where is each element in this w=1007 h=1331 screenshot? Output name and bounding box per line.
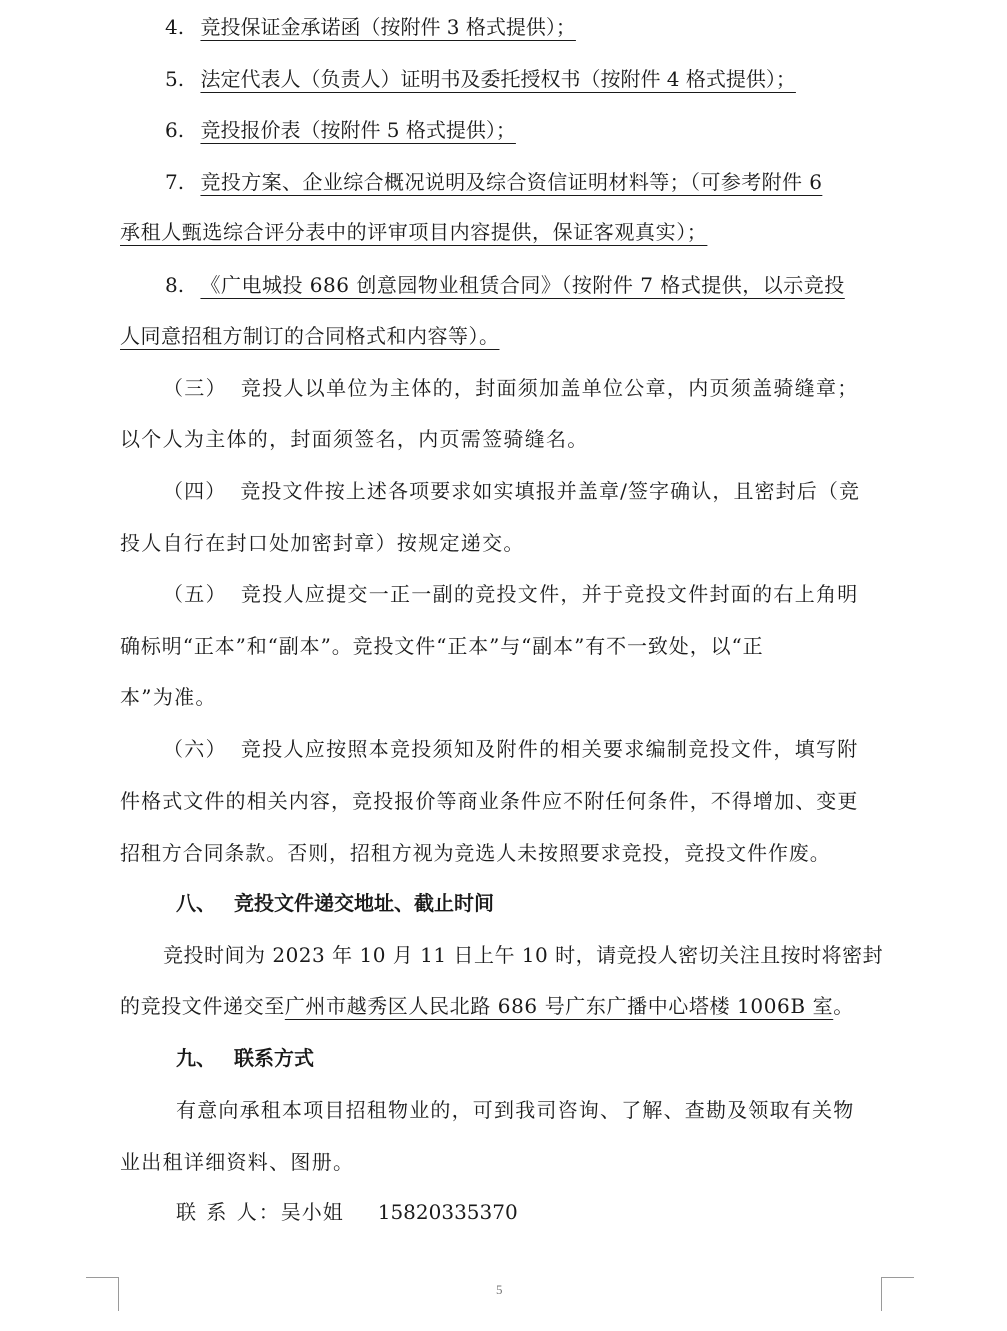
- paragraph-5: [163, 580, 859, 608]
- section-text: 有意向承租本项目招租物业的，可到我司咨询、了解、查勘及领取有关物: [176, 1098, 855, 1122]
- item-number: 6.: [165, 118, 185, 142]
- paragraph-4: [163, 477, 860, 505]
- list-item-8-continued: [120, 322, 500, 350]
- crop-mark-left: [86, 1277, 119, 1311]
- paragraph-3: [163, 374, 859, 402]
- item-number: 5.: [165, 67, 185, 91]
- list-item-5: [165, 65, 796, 93]
- item-text-line2: 人同意招租方制订的合同格式和内容等）。: [120, 324, 500, 348]
- list-item-7-continued: [120, 218, 707, 246]
- section-8-text-continued: [120, 992, 854, 1020]
- paragraph-text: 招租方合同条款。否则，招租方视为竞选人未按照要求竞投，竞投文件作废。: [120, 841, 831, 865]
- section-text-suffix: 。: [833, 994, 854, 1018]
- section-number: 八、: [176, 891, 216, 915]
- section-title: 竞投文件递交地址、截止时间: [234, 891, 494, 915]
- paragraph-text: 以个人为主体的，封面须签名，内页需签骑缝名。: [120, 427, 589, 451]
- item-number: 4.: [165, 15, 185, 39]
- contact-label: 联 系 人：: [176, 1200, 281, 1224]
- paragraph-text: 竞投人应提交一正一副的竞投文件，并于竞投文件封面的右上角明: [240, 582, 859, 606]
- item-text: 竞投保证金承诺函（按附件 3 格式提供）；: [200, 15, 576, 39]
- submission-address: 广州市越秀区人民北路 686 号广东广播中心塔楼 1006B 室: [284, 994, 834, 1018]
- paragraph-text: 竞投人应按照本竞投须知及附件的相关要求编制竞投文件，填写附: [240, 737, 859, 761]
- crop-mark-right: [881, 1277, 914, 1311]
- paragraph-5-continued: [120, 632, 764, 660]
- paragraph-label: （三）: [163, 376, 227, 400]
- item-text-line1: 《广电城投 686 创意园物业租赁合同》（按附件 7 格式提供，以示竞投: [200, 273, 845, 297]
- paragraph-5-continued-2: [120, 683, 217, 711]
- list-item-8: [165, 271, 845, 299]
- section-text: 竞投时间为 2023 年 10 月 11 日上午 10 时，请竞投人密切关注且按时将密封: [163, 943, 884, 967]
- section-9-heading: [176, 1044, 314, 1072]
- paragraph-text: 竞投文件按上述各项要求如实填报并盖章/签字确认，且密封后（竞: [240, 479, 861, 503]
- section-text-prefix: 的竞投文件递交至: [120, 994, 285, 1018]
- paragraph-label: （五）: [163, 582, 227, 606]
- list-item-7: [165, 168, 822, 196]
- paragraph-text: 本”为准。: [120, 685, 217, 709]
- item-number: 7.: [165, 170, 185, 194]
- paragraph-6: [163, 735, 859, 763]
- section-text: 业出租详细资料、图册。: [120, 1150, 355, 1174]
- paragraph-label: （六）: [163, 737, 227, 761]
- paragraph-4-continued: [120, 529, 525, 557]
- item-number: 8.: [165, 273, 185, 297]
- paragraph-3-continued: [120, 425, 589, 453]
- paragraph-text: 投人自行在封口处加密封章）按规定递交。: [120, 531, 525, 555]
- contact-phone: 15820335370: [377, 1200, 518, 1224]
- paragraph-text: 竞投人以单位为主体的，封面须加盖单位公章，内页须盖骑缝章；: [240, 376, 859, 400]
- section-8-text: [163, 941, 883, 969]
- paragraph-text: 件格式文件的相关内容，竞投报价等商业条件应不附任何条件，不得增加、变更: [120, 789, 859, 813]
- paragraph-6-continued: [120, 787, 859, 815]
- section-9-text-continued: [120, 1148, 354, 1176]
- page-number: 5: [496, 1282, 503, 1297]
- item-text: 法定代表人（负责人）证明书及委托授权书（按附件 4 格式提供）；: [200, 67, 796, 91]
- paragraph-text: 确标明“正本”和“副本”。竞投文件“正本”与“副本”有不一致处，以“正: [120, 634, 764, 658]
- paragraph-label: （四）: [163, 479, 227, 503]
- paragraph-6-continued-2: [120, 839, 831, 867]
- section-9-text: [176, 1096, 854, 1124]
- section-8-heading: [176, 889, 494, 917]
- contact-name: 吴小姐: [280, 1200, 344, 1224]
- list-item-4: [165, 13, 576, 41]
- item-text: 竞投报价表（按附件 5 格式提供）；: [200, 118, 516, 142]
- item-text-line1: 竞投方案、企业综合概况说明及综合资信证明材料等；（可参考附件 6: [200, 170, 823, 194]
- section-number: 九、: [176, 1046, 216, 1070]
- list-item-6: [165, 116, 516, 144]
- contact-line: [176, 1198, 518, 1226]
- section-title: 联系方式: [234, 1046, 314, 1070]
- item-text-line2: 承租人甄选综合评分表中的评审项目内容提供，保证客观真实）；: [120, 220, 708, 244]
